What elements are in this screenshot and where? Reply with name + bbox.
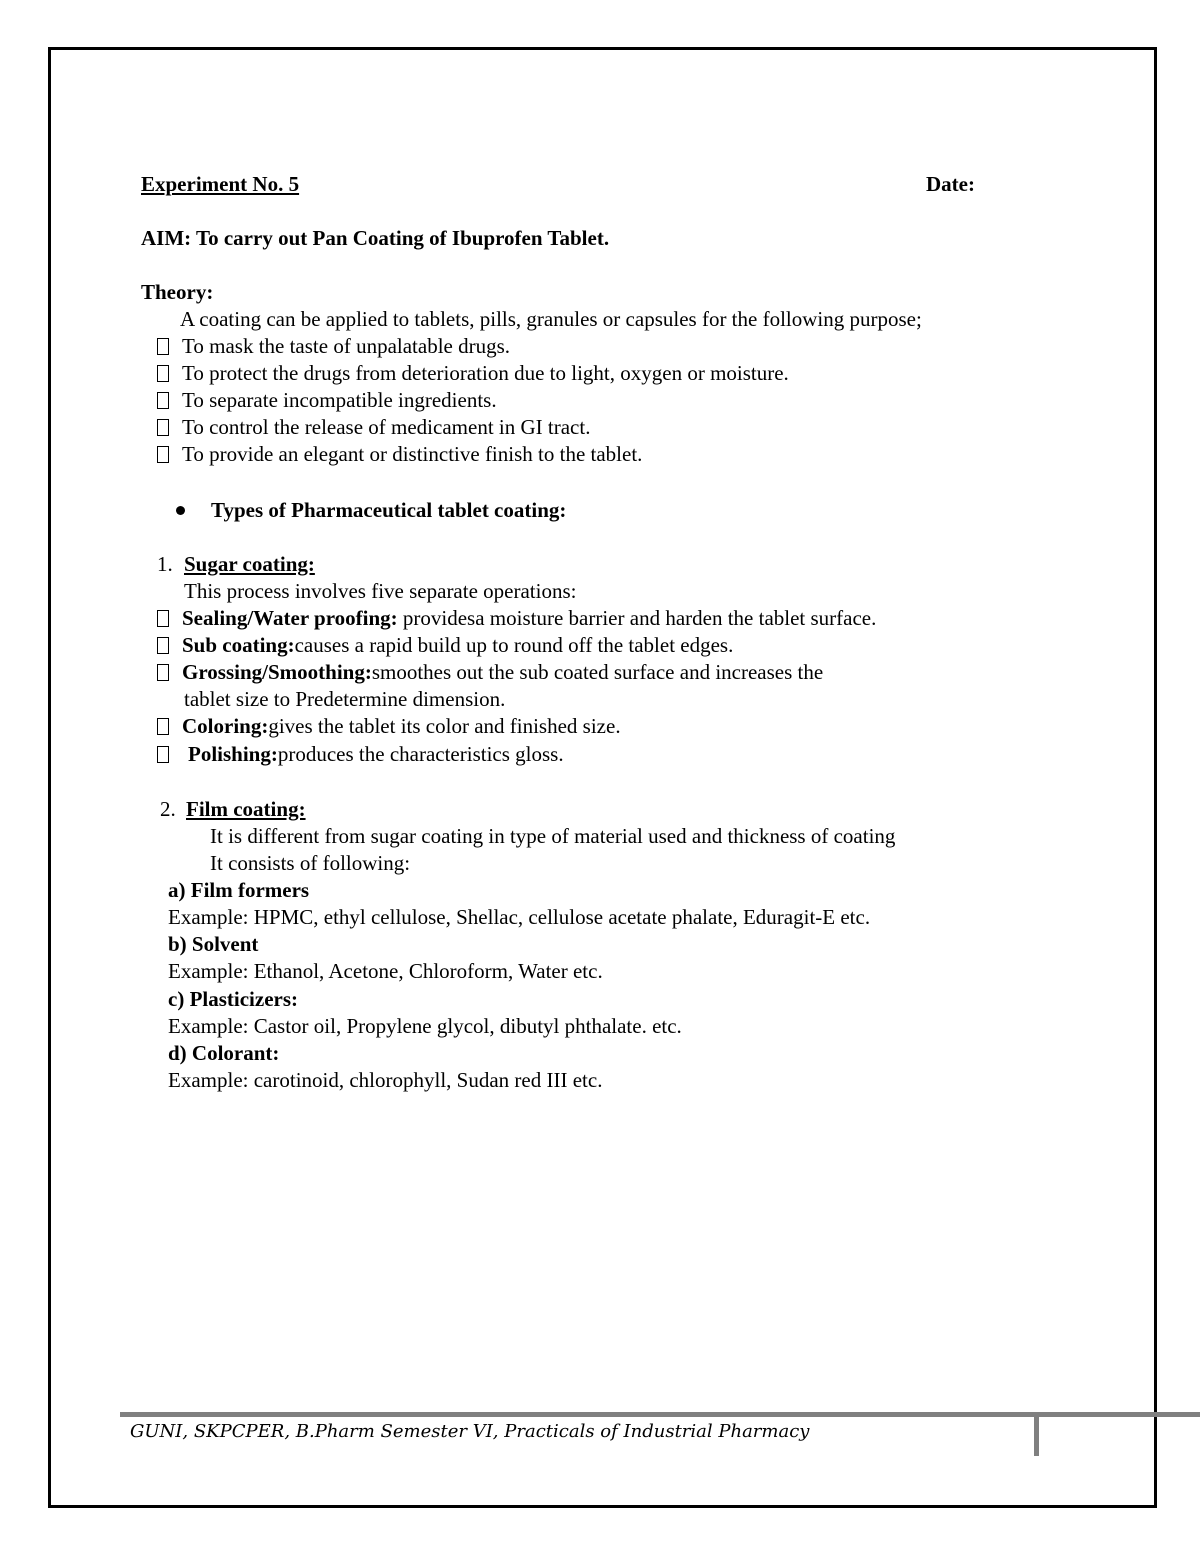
film-number: 2. — [160, 797, 176, 821]
checkbox-bullet-icon — [157, 610, 169, 627]
list-item: Polishing:produces the characteristics gloss. — [157, 741, 564, 767]
checkbox-bullet-icon — [157, 746, 169, 763]
sugar-title: Sugar coating: — [184, 552, 315, 576]
film-item-label: d) Colorant: — [168, 1041, 280, 1065]
types-heading: Types of Pharmaceutical tablet coating: — [211, 498, 567, 522]
date-label: Date: — [926, 172, 975, 196]
film-item-example: Example: HPMC, ethyl cellulose, Shellac, cellulose acetate phalate, Eduragit-E etc. — [168, 905, 871, 929]
checkbox-bullet-icon — [157, 392, 169, 409]
experiment-number: Experiment No. 5 — [141, 172, 300, 196]
list-item: To separate incompatible ingredients. — [157, 387, 497, 413]
film-item-example: Example: Ethanol, Acetone, Chloroform, Water etc. — [168, 959, 603, 983]
checkbox-bullet-icon — [157, 446, 169, 463]
checkbox-bullet-icon — [157, 365, 169, 382]
film-item-label: a) Film formers — [168, 878, 310, 902]
list-item: To mask the taste of unpalatable drugs. — [157, 333, 510, 359]
page-border — [48, 47, 1157, 1508]
checkbox-bullet-icon — [157, 338, 169, 355]
theory-intro: A coating can be applied to tablets, pills, granules or capsules for the following purpose; — [180, 307, 922, 331]
checkbox-bullet-icon — [157, 664, 169, 681]
list-item: Grossing/Smoothing:smoothes out the sub coated surface and increases the — [157, 659, 823, 685]
list-item: To provide an elegant or distinctive finish to the tablet. — [157, 441, 642, 467]
list-item: Sealing/Water proofing: providesa moisture barrier and harden the tablet surface. — [157, 605, 876, 631]
list-item: To control the release of medicament in GI tract. — [157, 414, 590, 440]
film-item-label: b) Solvent — [168, 932, 259, 956]
list-item-continuation: tablet size to Predetermine dimension. — [184, 687, 506, 711]
theory-heading: Theory: — [141, 280, 214, 304]
checkbox-bullet-icon — [157, 419, 169, 436]
sugar-number: 1. — [157, 552, 173, 576]
footer-text: GUNI, SKPCPER, B.Pharm Semester VI, Practicals of Industrial Pharmacy — [130, 1421, 810, 1442]
film-item-example: Example: Castor oil, Propylene glycol, dibutyl phthalate. etc. — [168, 1014, 682, 1038]
film-item-label: c) Plasticizers: — [168, 987, 299, 1011]
film-item-example: Example: carotinoid, chlorophyll, Sudan red III etc. — [168, 1068, 603, 1092]
checkbox-bullet-icon — [157, 718, 169, 735]
bullet-dot-icon — [176, 506, 185, 515]
list-item: Coloring:gives the tablet its color and finished size. — [157, 713, 621, 739]
film-line-1: It is different from sugar coating in type of material used and thickness of coating — [210, 824, 896, 848]
sugar-intro: This process involves five separate operations: — [184, 579, 577, 603]
aim: AIM: To carry out Pan Coating of Ibuprofen Tablet. — [141, 226, 610, 250]
film-line-2: It consists of following: — [210, 851, 411, 875]
film-title: Film coating: — [186, 797, 306, 821]
list-item: To protect the drugs from deterioration due to light, oxygen or moisture. — [157, 360, 789, 386]
checkbox-bullet-icon — [157, 637, 169, 654]
footer-tick — [1034, 1415, 1039, 1456]
list-item: Sub coating:causes a rapid build up to round off the tablet edges. — [157, 632, 733, 658]
